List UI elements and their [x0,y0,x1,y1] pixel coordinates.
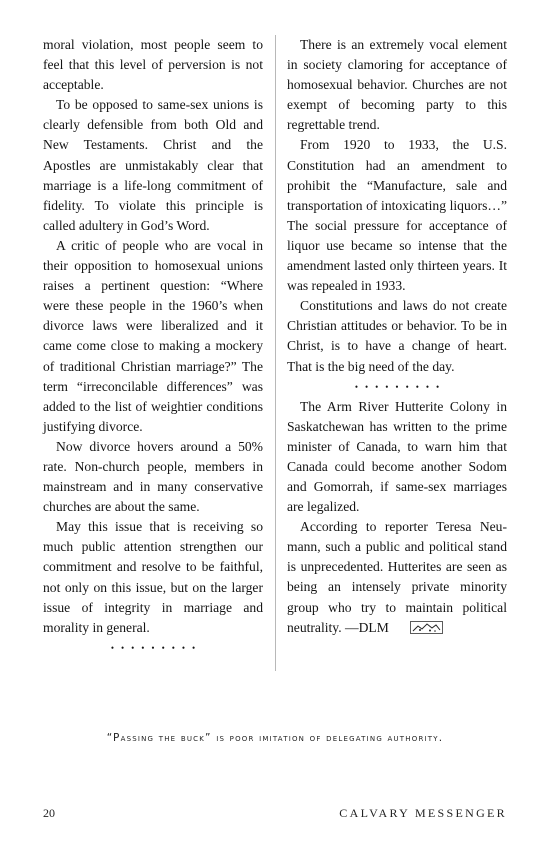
page-number: 20 [43,806,55,820]
paragraph: From 1920 to 1933, the U.S. Constitution had an amendment to prohibit the “Manufacture, sale and transportation of intoxicating liquors…” The social pressure for acceptance of liquor use became so intense that the amendment lasted only thirteen years. It was repealed in 1933. [287,137,507,294]
paragraph-text: According to reporter Teresa Neumann, such a public and political stand is unprecedented. Hutterites are seen as being an intensely private minority group who try to maintain political neutrality. —DLM [287,519,507,635]
pull-quote: “Passing the buck” is poor imitation of delegating authority. [106,732,444,744]
paragraph: To be opposed to same-sex unions is clearly defensible from both Old and New Testaments. Christ and the Apostles are unmistakably clear that marriage is a life-long commitment of fidelity. To violate this principle is called adultery in God’s Word. [43,97,263,233]
publication-title: CALVARY MESSENGER [339,806,507,820]
paragraph: A critic of people who are vocal in their opposition to homosexual unions raises a pertinent question: “Where were these people in the 1960’s when divorce laws were liberalized and it came come close to making a mockery of traditional Christian marriage?” The term “irreconcilable differences” was added to the list of weightier conditions justifying divorce. [43,237,263,434]
left-column [43,35,263,658]
paragraph: The Arm River Hutterite Colony in Saskatchewan has written to the prime minister of Canada, to warn him that Canada could become another Sodom and Gomorrah, if same-sex marriages are legalized. [287,398,507,515]
decorative-ornament [397,620,430,633]
paragraph: Now divorce hovers around a 50% rate. Non-church people, members in mainstream and in many conservative churches are about the same. [43,438,263,515]
paragraph: Constitutions and laws do not create Christian attitudes or behavior. To be in Christ, is to have a change of heart. That is the big need of the day. [287,298,507,374]
paragraph: There is an extremely vocal element in society clamoring for acceptance of homosexual behavior. Churches are not exempt of becoming party to this regrettable trend. [287,37,507,133]
section-separator: ••••••••• [110,642,203,653]
section-separator: ••••••••• [354,381,447,392]
paragraph [287,517,507,638]
paragraph: May this issue that is receiving so much public attention strengthen our commitment and resolve to be faithful, not only on this issue, but on the larger issue of integrity in marriage and morality in general. [43,519,263,635]
right-column [287,35,507,638]
paragraph: moral violation, most people seem to feel that this level of perversion is not acceptable. [43,37,263,93]
column-divider [275,35,276,671]
